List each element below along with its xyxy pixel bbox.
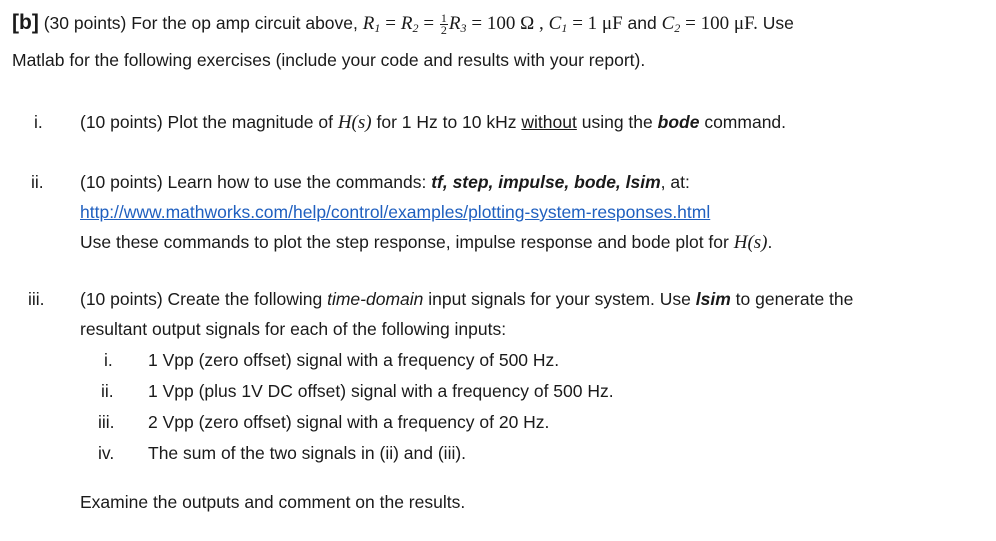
subitem-text: 1 Vpp (plus 1V DC offset) signal with a frequency of 500 Hz.	[148, 381, 614, 401]
time-domain-emphasis: time-domain	[327, 289, 424, 309]
problem-points: (30 points) For the op amp circuit above,	[43, 13, 358, 33]
mathworks-link[interactable]: http://www.mathworks.com/help/control/examples/plotting-system-responses.html	[80, 202, 711, 222]
item-i-text: (10 points) Plot the magnitude of H(s) for 1 Hz to 10 kHz without using the bode command.	[80, 112, 787, 133]
closing-instruction: Examine the outputs and comment on the results.	[80, 492, 466, 512]
transfer-function-symbol: H(s)	[337, 112, 372, 133]
problem-header-line2: Matlab for the following exercises (include your code and results with your report).	[12, 50, 646, 70]
subitem-marker: i.	[104, 350, 113, 370]
lsim-command: lsim	[695, 289, 731, 309]
r1-symbol: $R_1$	[362, 13, 381, 35]
resistor-value: = 100 Ω ,	[471, 13, 544, 34]
subitem-marker: iii.	[98, 412, 115, 432]
c1-symbol: $C_1$	[548, 13, 568, 35]
without-emphasis: without	[521, 112, 577, 132]
c1-value: = 1 μF	[572, 13, 623, 34]
subitem-marker: ii.	[101, 381, 114, 401]
use-text: Use	[762, 13, 794, 33]
item-ii-marker: ii.	[31, 172, 44, 192]
and-text: and	[627, 13, 657, 33]
transfer-function-symbol: H(s)	[733, 232, 768, 253]
item-ii-text: (10 points) Learn how to use the commands: tf, step, impulse, bode, lsim, at:	[80, 172, 690, 192]
problem-header: [b] (30 points) For the op amp circuit above, $R_1 = R_2$ = $\frac{1}{2}$ $R_3 = 100$ Ω , $C_1 = 1$ μF and $C_2 = 100$ μF. Use	[12, 10, 794, 37]
subitem-text: The sum of the two signals in (ii) and (iii).	[148, 443, 467, 463]
subitem-text: 1 Vpp (zero offset) signal with a frequency of 500 Hz.	[148, 350, 560, 370]
subitem-marker: iv.	[98, 443, 115, 463]
bode-command: bode	[657, 112, 700, 132]
item-ii-text-line3: Use these commands to plot the step response, impulse response and bode plot for H(s).	[80, 232, 773, 253]
c2-symbol: $C_2$	[661, 13, 681, 35]
r2-symbol: $R_2$	[400, 13, 419, 35]
matlab-commands: tf, step, impulse, bode, lsim	[431, 172, 661, 192]
item-iii-text-line2: resultant output signals for each of the following inputs:	[80, 319, 507, 339]
r3-symbol: $R_3$	[448, 13, 467, 35]
item-i-marker: i.	[34, 112, 43, 132]
one-half-fraction: $\frac{1}{2}$	[440, 10, 447, 37]
item-iii-text: (10 points) Create the following time-domain input signals for your system. Use lsim to generate the	[80, 289, 854, 309]
item-iii-marker: iii.	[28, 289, 45, 309]
item-ii-link-line	[80, 200, 710, 224]
problem-label: [b]	[12, 11, 39, 34]
c2-value: = 100 μF.	[685, 13, 758, 34]
subitem-text: 2 Vpp (zero offset) signal with a frequency of 20 Hz.	[148, 412, 550, 432]
